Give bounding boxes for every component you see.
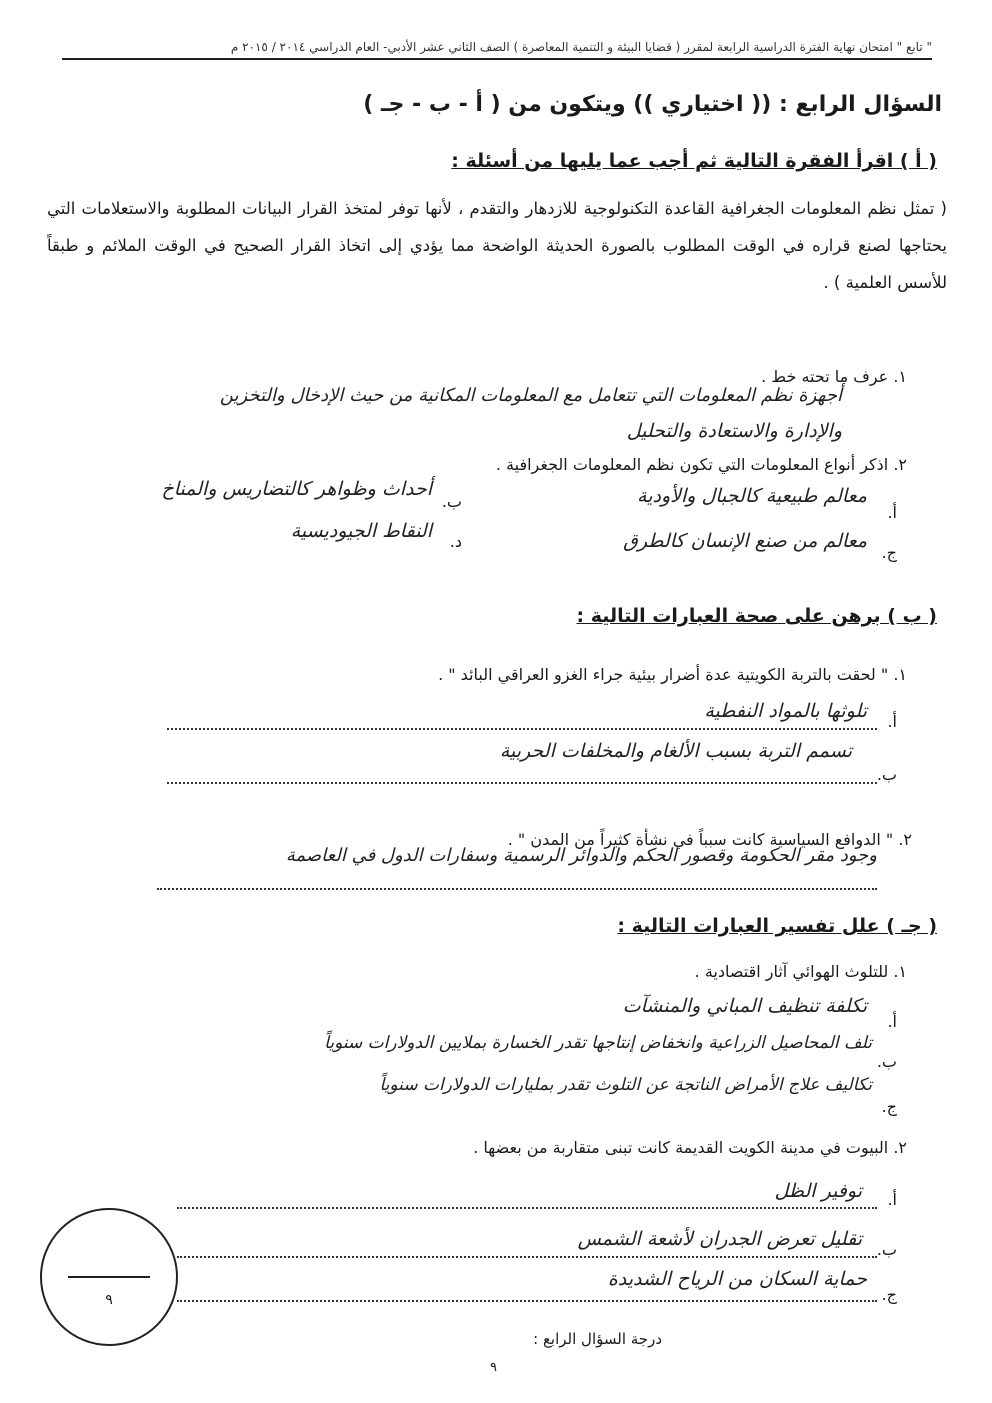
part-a-q2-b-label: ب. [441, 492, 462, 511]
part-c-s1: ١. للتلوث الهوائي آثار اقتصادية . [694, 962, 907, 981]
answer-line [177, 1300, 877, 1302]
part-b-s1-b-label: ب. [876, 765, 897, 784]
part-a-label [451, 150, 937, 172]
part-c-s2-c-label: ج. [881, 1285, 897, 1304]
answer-line [177, 1256, 877, 1258]
part-b-label-text: ( ب ) برهن على صحة العبارات التالية : [576, 605, 937, 627]
part-c-s2-c-answer: حماية السكان من الرياح الشديدة [607, 1268, 867, 1290]
part-a-q2-d-label: د. [449, 532, 462, 551]
part-a-q1-answer-2: والإدارة والاستعادة والتحليل [626, 420, 842, 442]
part-b-s1-a-answer: تلوثها بالمواد النفطية [704, 700, 867, 722]
part-c-s1-b-label: ب. [876, 1052, 897, 1071]
part-a-q2-c-answer: معالم من صنع الإنسان كالطرق [623, 530, 867, 552]
question-title: السؤال الرابع : (( اختياري )) ويتكون من ( أ - ب - جـ ) [363, 92, 942, 117]
part-a-q2-a-label: أ. [887, 503, 897, 522]
part-b-s1-a-label: أ. [887, 712, 897, 731]
part-c-s1-a-answer: تكلفة تنظيف المباني والمنشآت [622, 995, 867, 1017]
part-c-s1-b-answer: تلف المحاصيل الزراعية وانخفاض إنتاجها تقدر الخسارة بملايين الدولارات سنوياً [324, 1033, 872, 1053]
part-c-s1-c-answer: تكاليف علاج الأمراض الناتجة عن التلوث تقدر بمليارات الدولارات سنوياً [379, 1075, 872, 1095]
part-a-q2-c-label: ج. [881, 543, 897, 562]
score-total: ٩ [105, 1292, 113, 1308]
part-c-s2-b-answer: تقليل تعرض الجدران لأشعة الشمس [577, 1228, 862, 1250]
part-b-label [577, 605, 938, 627]
answer-line [167, 728, 877, 730]
question-score-label: درجة السؤال الرابع : [533, 1330, 662, 1348]
answer-line [167, 782, 877, 784]
part-a-q2-b-answer: أحداث وظواهر كالتضاريس والمناخ [161, 478, 432, 500]
part-c-s2-b-label: ب. [876, 1240, 897, 1259]
answer-line [177, 1207, 877, 1209]
part-a-label-text: ( أ ) اقرأ الفقرة التالية ثم أجب عما يليها من أسئلة : [451, 150, 937, 172]
part-a-q2: ٢. اذكر أنواع المعلومات التي تكون نظم المعلومات الجغرافية . [495, 455, 907, 474]
part-c-label-text: ( جـ ) علل تفسير العبارات التالية : [617, 915, 937, 937]
part-c-label [617, 915, 937, 937]
part-c-s1-c-label: ج. [881, 1097, 897, 1116]
part-b-s1-b-answer: تسمم التربة بسبب الألغام والمخلفات الحربية [499, 740, 852, 762]
part-a-paragraph: ( تمثل نظم المعلومات الجغرافية القاعدة التكنولوجية للازدهار والتقدم ، لأنها توفر لمتخذ القرار البيانات المطلوبة والاستعلامات التي يحتاجها لصنع قراره في الوقت المطلوب بالصورة الحديثة الواضحة مما يؤدي إلى اتخاذ القرار الصحيح في الوقت الملائم و طبقاً للأسس العلمية ) . [47, 199, 947, 292]
part-a-q1: ١. عرف ما تحته خط . [761, 367, 907, 386]
part-c-s2-a-answer: توفير الظل [774, 1180, 862, 1202]
part-c-s1-a-label: أ. [887, 1012, 897, 1031]
score-circle [40, 1208, 178, 1346]
score-divider [68, 1276, 150, 1278]
page-number: ٩ [490, 1360, 497, 1375]
part-a-q2-d-answer: النقاط الجيوديسية [290, 520, 432, 542]
part-b-s2: ٢. " الدوافع السياسية كانت سبباً في نشأة كثيراً من المدن " . [507, 830, 912, 849]
exam-header: " تابع " امتحان نهاية الفترة الدراسية الرابعة لمقرر ( قضايا البيئة و التنمية المعاصرة ) الصف الثاني عشر الأدبي- العام الدراسي ٢٠١٤ / ٢٠١٥ م [62, 40, 932, 60]
part-b-s1: ١. " لحقت بالتربة الكويتية عدة أضرار بيئية جراء الغزو العراقي البائد " . [438, 665, 907, 684]
part-c-s2: ٢. البيوت في مدينة الكويت القديمة كانت تبنى متقاربة من بعضها . [473, 1138, 907, 1157]
part-a-q2-a-answer: معالم طبيعية كالجبال والأودية [637, 485, 867, 507]
part-c-s2-a-label: أ. [887, 1190, 897, 1209]
part-a-q1-answer-1: أجهزة نظم المعلومات التي تتعامل مع المعلومات المكانية من حيث الإدخال والتخزين [219, 385, 842, 406]
answer-line [157, 888, 877, 890]
part-b-s2-answer: وجود مقر الحكومة وقصور الحكم والدوائر الرسمية وسفارات الدول في العاصمة [285, 845, 877, 866]
